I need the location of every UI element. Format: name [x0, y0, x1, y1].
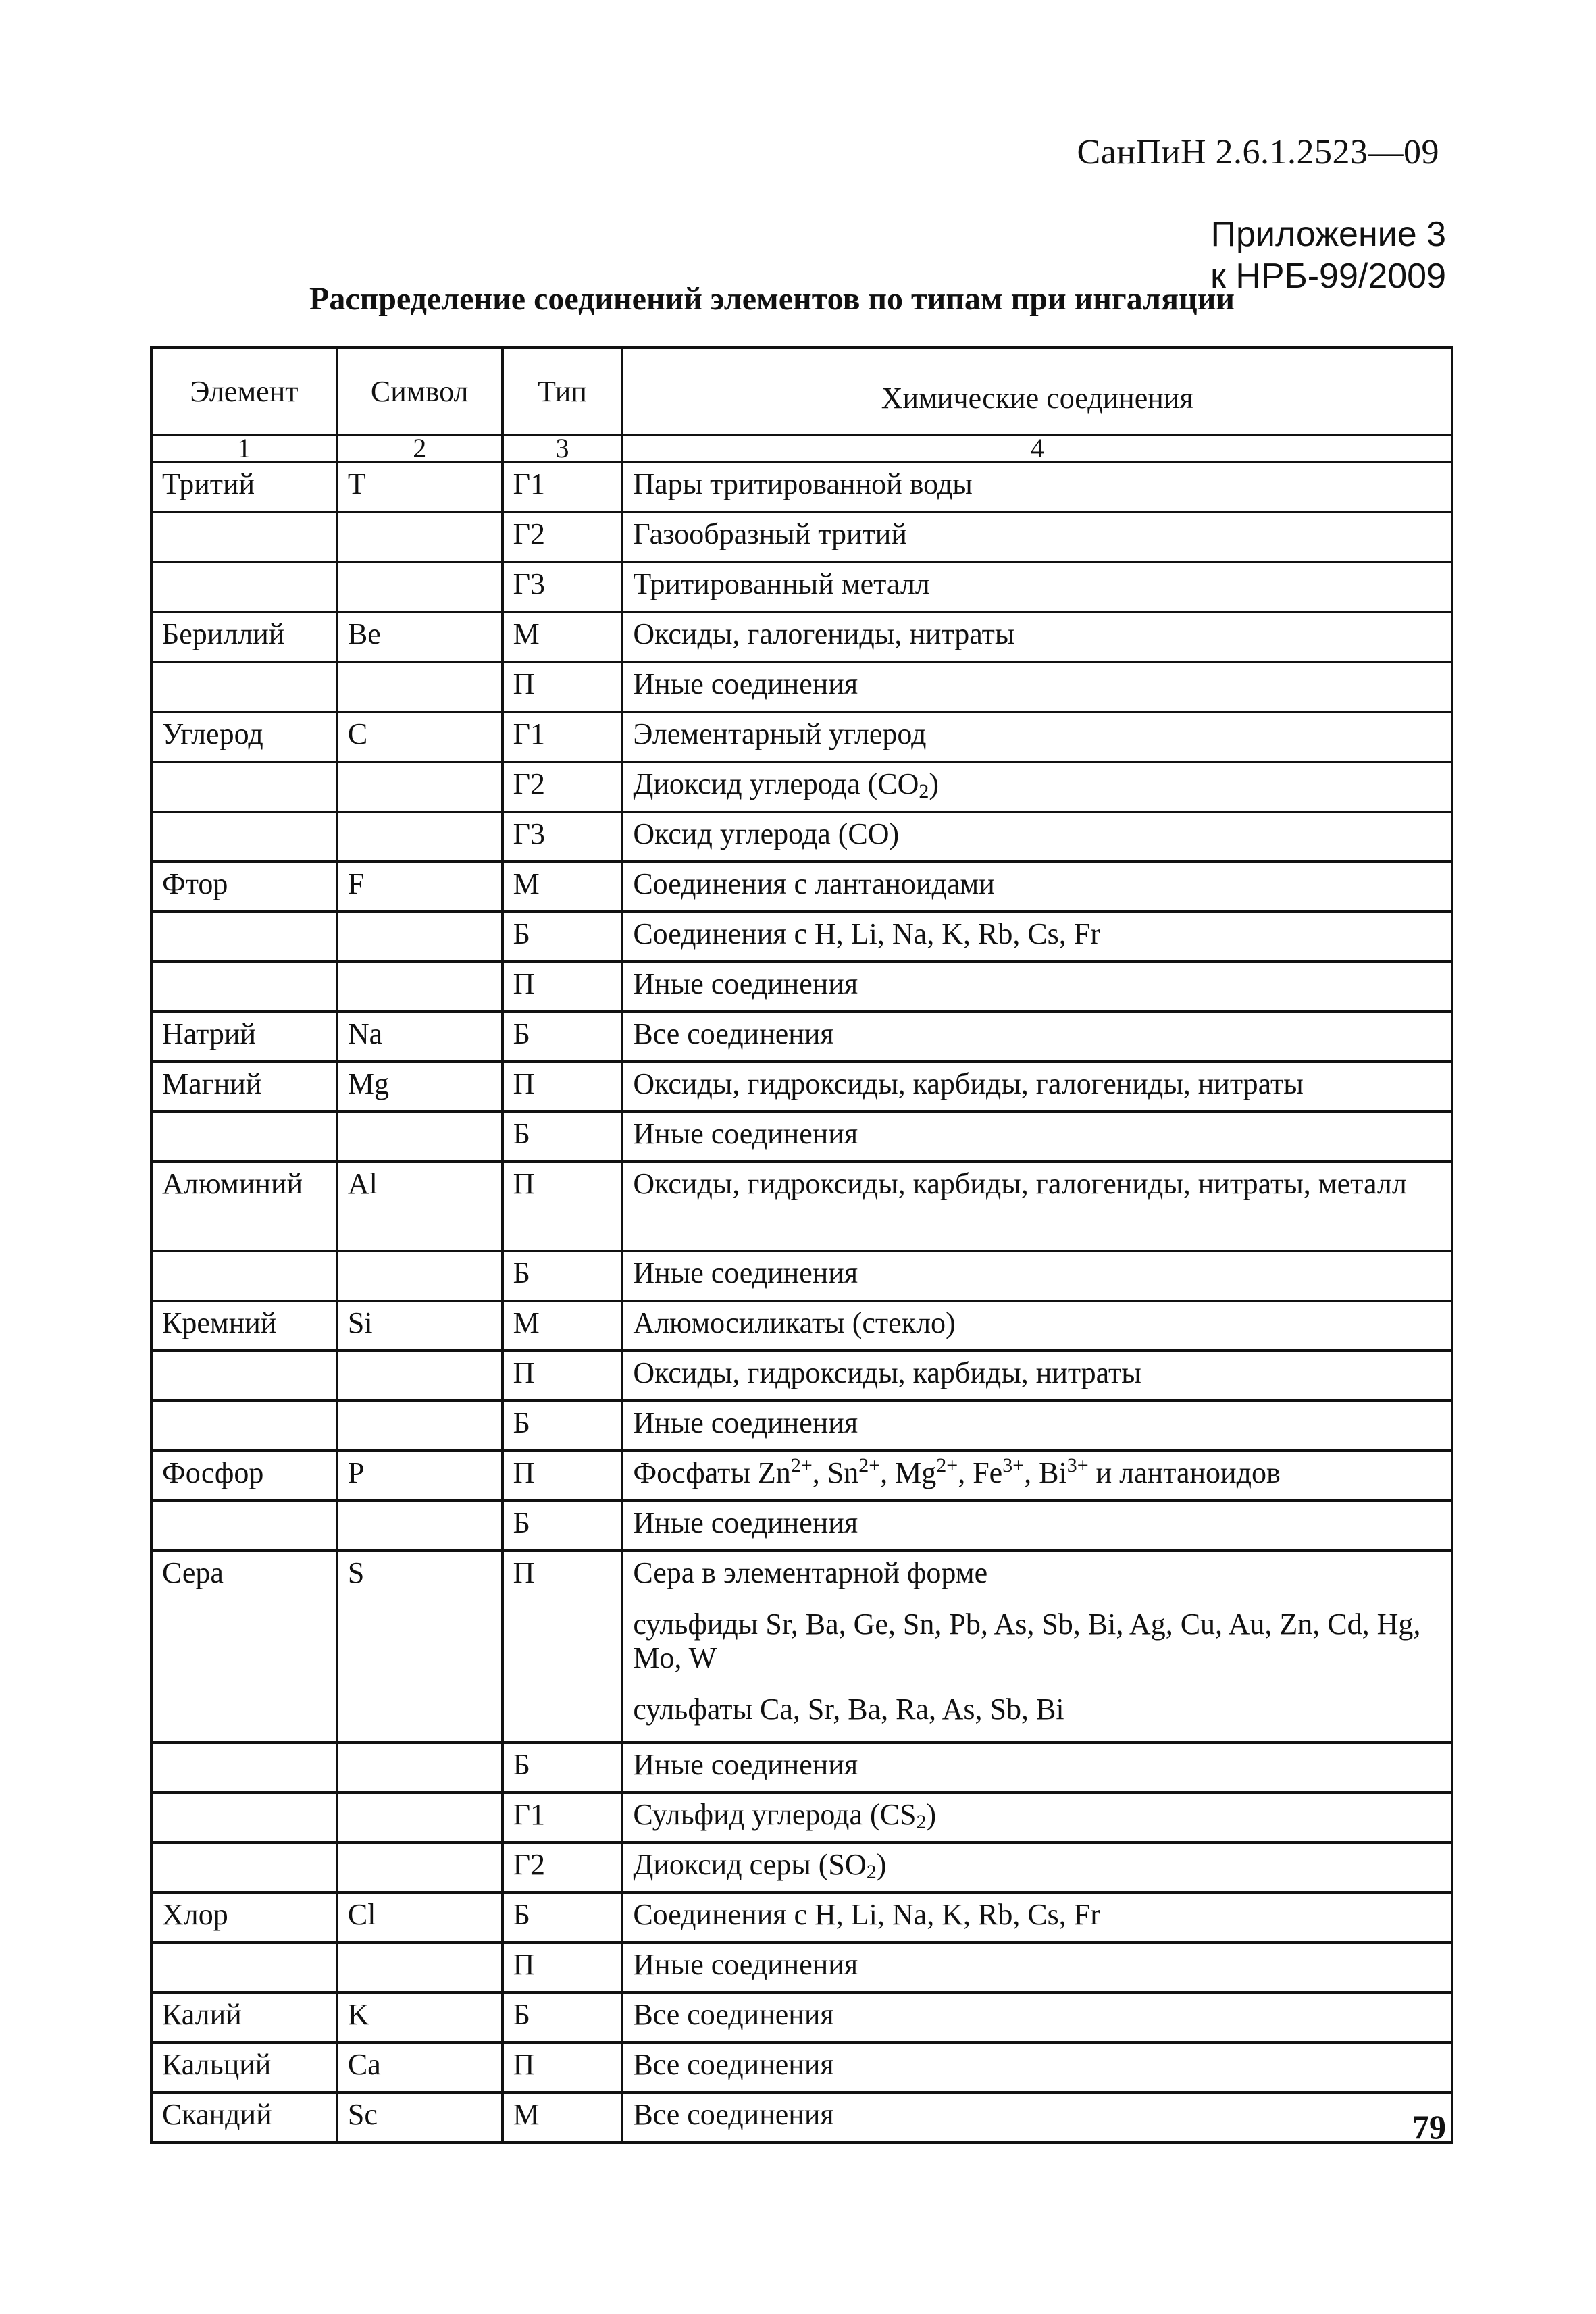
element-cell: Бериллий — [151, 612, 337, 662]
table-row — [151, 1062, 1452, 1112]
compounds-cell — [622, 1893, 1452, 1943]
compounds-cell — [622, 1743, 1452, 1793]
compound-text: сульфиды Sr, Ba, Ge, Sn, Pb, As, Sb, Bi, Ag, Cu, Au, Zn, Cd, Hg, Mo, W — [633, 1608, 1421, 1674]
symbol-cell — [337, 1743, 503, 1793]
appendix-reference — [1210, 213, 1446, 297]
compound-text: Сульфид углерода $(CS_2)$ — [633, 1798, 937, 1833]
column-header-type: Тип — [503, 347, 623, 435]
compound-text: Оксид углерода (CO) — [633, 817, 900, 850]
compounds-cell — [622, 1162, 1452, 1251]
element-cell — [151, 1351, 337, 1401]
compounds-cell — [622, 962, 1452, 1012]
compounds-cell — [622, 1301, 1452, 1351]
table-row — [151, 1551, 1452, 1743]
table-row — [151, 1351, 1452, 1401]
compound-text: Оксиды, галогениды, нитраты — [633, 617, 1015, 650]
element-cell: Сера — [151, 1551, 337, 1743]
column-number: 2 — [337, 435, 503, 462]
symbol-cell: C — [337, 712, 503, 762]
element-cell: Кремний — [151, 1301, 337, 1351]
table-row — [151, 1893, 1452, 1943]
compound-text: Пары тритированной воды — [633, 467, 973, 500]
table-row — [151, 1451, 1452, 1501]
compound-text: Элементарный углерод — [633, 717, 927, 750]
element-cell: Калий — [151, 1992, 337, 2042]
element-cell — [151, 1943, 337, 1992]
symbol-cell — [337, 912, 503, 962]
type-cell: П — [503, 1351, 623, 1401]
element-cell — [151, 912, 337, 962]
compound-text: Диоксид углерода $(CO_2)$ — [633, 767, 939, 802]
compound-text: Газообразный тритий — [633, 517, 907, 550]
table-row — [151, 1162, 1452, 1251]
symbol-cell: Na — [337, 1012, 503, 1062]
table-row — [151, 512, 1452, 562]
compound-text: Диоксид серы $(SO_2)$ — [633, 1848, 887, 1883]
type-cell: Б — [503, 1743, 623, 1793]
compounds-cell — [622, 812, 1452, 862]
table-row — [151, 862, 1452, 912]
element-cell — [151, 512, 337, 562]
compound-text: сульфаты Ca, Sr, Ba, Ra, As, Sb, Bi — [633, 1693, 1064, 1726]
type-cell: Б — [503, 1112, 623, 1162]
element-cell — [151, 662, 337, 712]
compound-text: Иные соединения — [633, 667, 858, 700]
symbol-cell — [337, 662, 503, 712]
symbol-cell — [337, 812, 503, 862]
compounds-cell — [622, 1551, 1452, 1743]
symbol-cell: P — [337, 1451, 503, 1501]
element-cell — [151, 762, 337, 812]
type-cell: Б — [503, 1992, 623, 2042]
column-header-compounds: Химические соединения — [622, 347, 1452, 435]
compounds-cell — [622, 762, 1452, 812]
compounds-cell — [622, 1351, 1452, 1401]
type-cell: Б — [503, 1012, 623, 1062]
element-cell: Скандий — [151, 2092, 337, 2142]
type-cell: Г1 — [503, 462, 623, 512]
compound-text: Иные соединения — [633, 1256, 858, 1289]
compounds-cell — [622, 1992, 1452, 2042]
compound-text: Иные соединения — [633, 1948, 858, 1981]
type-cell: П — [503, 1551, 623, 1743]
element-cell — [151, 1793, 337, 1843]
compound-text: Тритированный металл — [633, 567, 930, 600]
column-number: 3 — [503, 435, 623, 462]
compound-text: Оксиды, гидроксиды, карбиды, галогениды, нитраты — [633, 1067, 1304, 1100]
table-row — [151, 1743, 1452, 1793]
symbol-cell: Ca — [337, 2042, 503, 2092]
symbol-cell — [337, 562, 503, 612]
compound-text: Фосфаты $Zn^{2+}$, $Sn^{2+}$, $Mg^{2+}$, $Fe^{3+}$, $Bi^{3+}$ и лантаноидов — [633, 1454, 1281, 1489]
compound-text: Иные соединения — [633, 1506, 858, 1539]
appendix-standard: к НРБ-99/2009 — [1210, 257, 1446, 296]
compound-text: Иные соединения — [633, 1117, 858, 1150]
appendix-number: Приложение 3 — [1210, 215, 1446, 254]
compound-text: Соединения с H, Li, Na, K, Rb, Cs, Fr — [633, 1898, 1100, 1931]
type-cell: П — [503, 662, 623, 712]
element-cell — [151, 562, 337, 612]
table-row — [151, 1501, 1452, 1551]
compound-text: Соединения с H, Li, Na, K, Rb, Cs, Fr — [633, 917, 1100, 950]
table-row — [151, 612, 1452, 662]
element-cell: Алюминий — [151, 1162, 337, 1251]
type-cell: П — [503, 2042, 623, 2092]
symbol-cell — [337, 1251, 503, 1301]
type-cell: Г2 — [503, 512, 623, 562]
element-cell: Кальций — [151, 2042, 337, 2092]
compound-text: Все соединения — [633, 2098, 834, 2131]
element-cell: Магний — [151, 1062, 337, 1112]
element-cell — [151, 1401, 337, 1451]
compounds-cell — [622, 662, 1452, 712]
table-row — [151, 1843, 1452, 1893]
compound-text: Иные соединения — [633, 1748, 858, 1781]
compounds-cell — [622, 612, 1452, 662]
symbol-cell — [337, 512, 503, 562]
column-header-symbol: Символ — [337, 347, 503, 435]
column-numbers-row — [151, 435, 1452, 462]
element-cell — [151, 962, 337, 1012]
table-row — [151, 1112, 1452, 1162]
type-cell: П — [503, 1943, 623, 1992]
type-cell: Г3 — [503, 812, 623, 862]
compound-text: Все соединения — [633, 1998, 834, 2031]
symbol-cell — [337, 762, 503, 812]
type-cell: Г1 — [503, 712, 623, 762]
type-cell: М — [503, 862, 623, 912]
type-cell: М — [503, 1301, 623, 1351]
table-title: Распределение соединений элементов по типам при ингаляции — [309, 281, 1235, 317]
symbol-cell: F — [337, 862, 503, 912]
column-header-element: Элемент — [151, 347, 337, 435]
table-row — [151, 562, 1452, 612]
compounds-cell — [622, 2092, 1452, 2142]
symbol-cell: Mg — [337, 1062, 503, 1112]
compound-text: Все соединения — [633, 2048, 834, 2081]
type-cell: Г1 — [503, 1793, 623, 1843]
type-cell: Б — [503, 912, 623, 962]
element-cell — [151, 1743, 337, 1793]
table-row — [151, 2042, 1452, 2092]
compounds-cell — [622, 1062, 1452, 1112]
compounds-cell — [622, 1251, 1452, 1301]
symbol-cell — [337, 1351, 503, 1401]
type-cell: Б — [503, 1401, 623, 1451]
table-row — [151, 662, 1452, 712]
type-cell: Г2 — [503, 762, 623, 812]
element-cell: Натрий — [151, 1012, 337, 1062]
compound-text: Иные соединения — [633, 1406, 858, 1439]
symbol-cell — [337, 1843, 503, 1893]
element-cell: Тритий — [151, 462, 337, 512]
type-cell: М — [503, 2092, 623, 2142]
table-row — [151, 1793, 1452, 1843]
element-cell: Фтор — [151, 862, 337, 912]
symbol-cell: Al — [337, 1162, 503, 1251]
compounds-cell — [622, 1451, 1452, 1501]
symbol-cell — [337, 1401, 503, 1451]
element-cell — [151, 1501, 337, 1551]
element-cell: Углерод — [151, 712, 337, 762]
table-row — [151, 762, 1452, 812]
table-header-row — [151, 347, 1452, 435]
compounds-cell — [622, 512, 1452, 562]
table-row — [151, 1301, 1452, 1351]
table-row — [151, 1012, 1452, 1062]
element-cell — [151, 1251, 337, 1301]
compound-text: Сера в элементарной форме — [633, 1556, 988, 1589]
type-cell: Б — [503, 1501, 623, 1551]
compounds-cell — [622, 712, 1452, 762]
table-row — [151, 2092, 1452, 2142]
column-number: 4 — [622, 435, 1452, 462]
compounds-cell — [622, 912, 1452, 962]
document-code: СанПиН 2.6.1.2523—09 — [1077, 133, 1439, 172]
symbol-cell — [337, 962, 503, 1012]
table-row — [151, 962, 1452, 1012]
compound-text: Алюмосиликаты (стекло) — [633, 1306, 956, 1339]
compound-text: Иные соединения — [633, 967, 858, 1000]
type-cell: Г3 — [503, 562, 623, 612]
compounds-cell — [622, 2042, 1452, 2092]
page-number: 79 — [1412, 2108, 1446, 2146]
type-cell: П — [503, 962, 623, 1012]
symbol-cell — [337, 1793, 503, 1843]
table-row — [151, 1251, 1452, 1301]
compounds-cell — [622, 462, 1452, 512]
compound-text: Все соединения — [633, 1017, 834, 1050]
table-row — [151, 812, 1452, 862]
compounds-cell — [622, 1843, 1452, 1893]
symbol-cell: Be — [337, 612, 503, 662]
compounds-table — [150, 346, 1453, 2144]
table-row — [151, 1992, 1452, 2042]
compounds-cell — [622, 562, 1452, 612]
element-cell — [151, 1843, 337, 1893]
compounds-cell — [622, 862, 1452, 912]
compounds-cell — [622, 1401, 1452, 1451]
compound-text: Оксиды, гидроксиды, карбиды, галогениды, нитраты, металл — [633, 1167, 1407, 1200]
compounds-cell — [622, 1012, 1452, 1062]
symbol-cell: Sc — [337, 2092, 503, 2142]
compounds-cell — [622, 1501, 1452, 1551]
element-cell: Фосфор — [151, 1451, 337, 1501]
element-cell — [151, 812, 337, 862]
symbol-cell — [337, 1501, 503, 1551]
symbol-cell: T — [337, 462, 503, 512]
table-row — [151, 1943, 1452, 1992]
compound-text: Оксиды, гидроксиды, карбиды, нитраты — [633, 1356, 1141, 1389]
symbol-cell: Cl — [337, 1893, 503, 1943]
element-cell: Хлор — [151, 1893, 337, 1943]
column-number: 1 — [151, 435, 337, 462]
symbol-cell — [337, 1943, 503, 1992]
symbol-cell: S — [337, 1551, 503, 1743]
type-cell: П — [503, 1062, 623, 1112]
compounds-cell — [622, 1793, 1452, 1843]
symbol-cell: K — [337, 1992, 503, 2042]
compound-text: Соединения с лантаноидами — [633, 867, 995, 900]
type-cell: М — [503, 612, 623, 662]
compounds-cell — [622, 1943, 1452, 1992]
table-row — [151, 712, 1452, 762]
type-cell: Б — [503, 1251, 623, 1301]
type-cell: П — [503, 1451, 623, 1501]
type-cell: Б — [503, 1893, 623, 1943]
type-cell: П — [503, 1162, 623, 1251]
table-row — [151, 912, 1452, 962]
compounds-cell — [622, 1112, 1452, 1162]
table-row — [151, 1401, 1452, 1451]
symbol-cell: Si — [337, 1301, 503, 1351]
table-row — [151, 462, 1452, 512]
type-cell: Г2 — [503, 1843, 623, 1893]
element-cell — [151, 1112, 337, 1162]
symbol-cell — [337, 1112, 503, 1162]
